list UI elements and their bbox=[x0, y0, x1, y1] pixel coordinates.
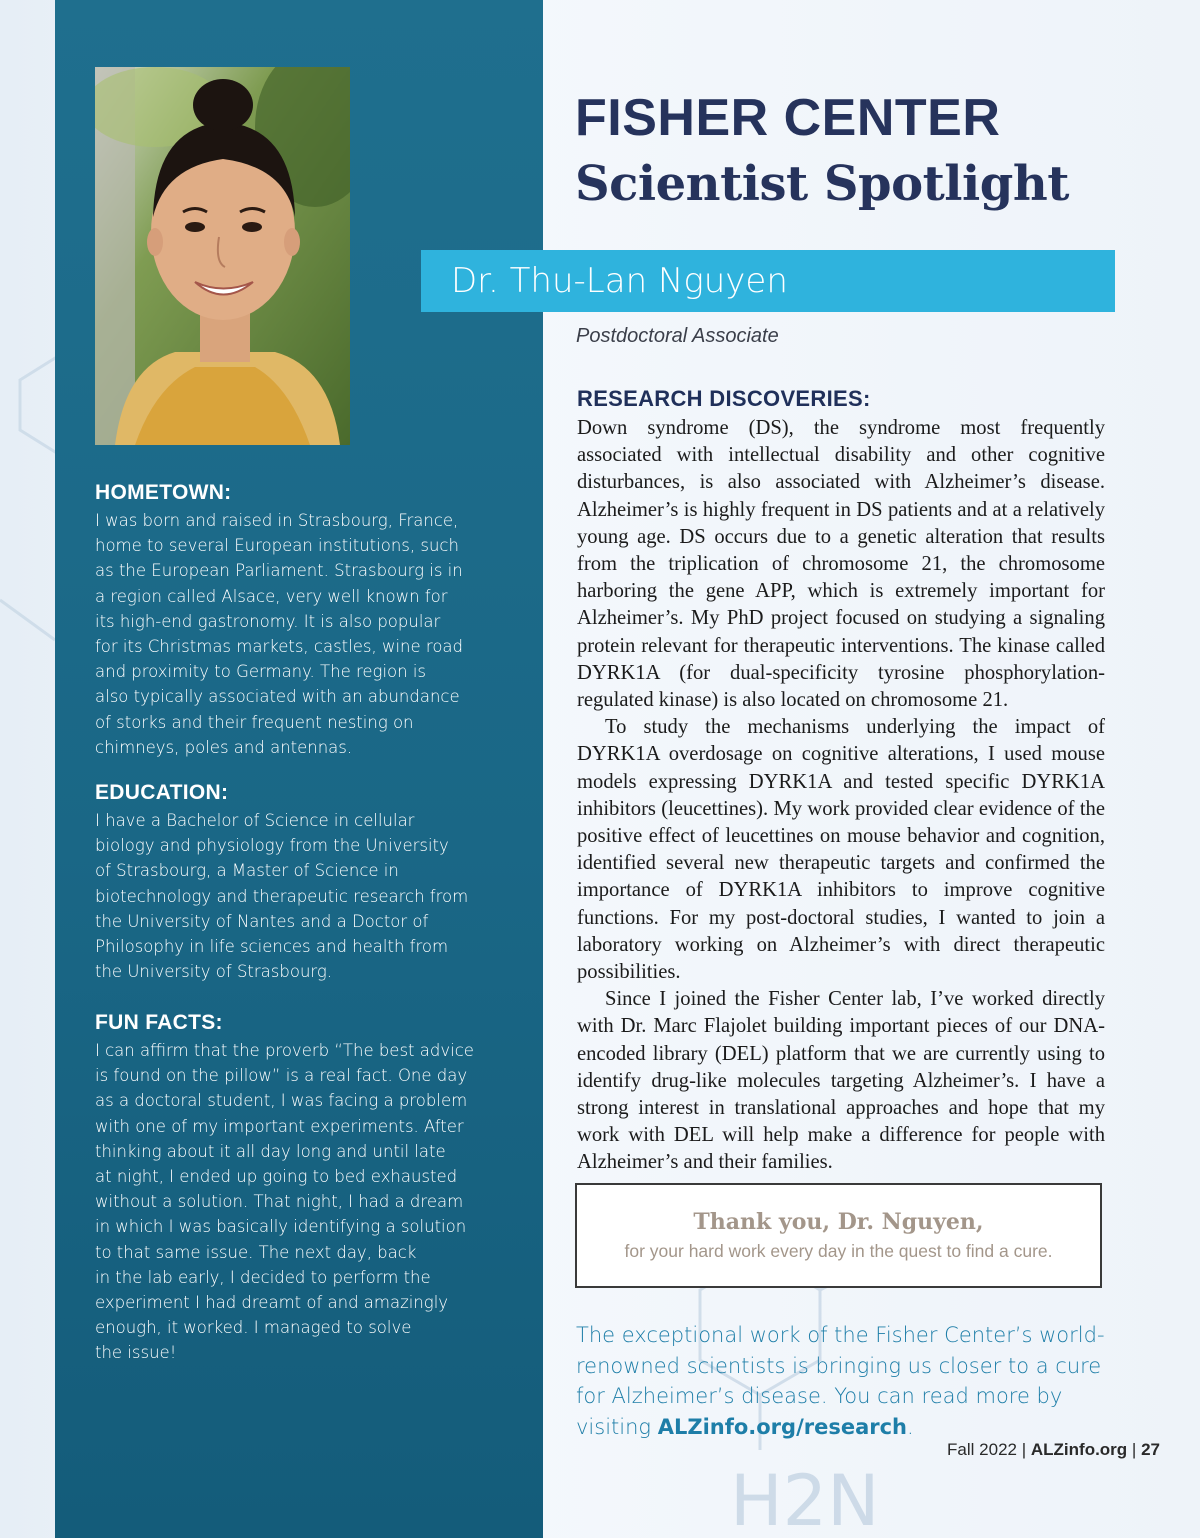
fun-facts-body: I can affirm that the proverb “The best advice is found on the pillow” is a real fact. One day as a doctoral student, I was facing a problem with one of my important experiments. After thinking about it all day long and until late at night, I ended up going to bed exhausted without a solution. That night, I had a dream in which I was basically identifying a solution to that same issue. The next day, back in the lab early, I decided to perform the experiment I had dreamt of and amazingly enough, it worked. I managed to solve the issue! bbox=[95, 1041, 474, 1363]
page-number: 27 bbox=[1141, 1440, 1160, 1459]
research-heading: RESEARCH DISCOVERIES: bbox=[577, 386, 871, 411]
education-heading: EDUCATION: bbox=[95, 781, 229, 804]
footer-site-link[interactable]: ALZinfo.org bbox=[1030, 1440, 1128, 1459]
thank-you-title: Thank you, Dr. Nguyen, bbox=[693, 1209, 984, 1235]
page-title: FISHER CENTER bbox=[575, 89, 1001, 147]
research-paragraph: Since I joined the Fisher Center lab, I’ve worked directly with Dr. Marc Flajolet building important pieces of our DNA-encoded library (DEL) platform that we are currently using to identify drug-like molecules targeting Alzheimer’s. I have a strong interest in translational approaches and hope that my work with DEL will help make a difference for people with Alzheimer’s and their families. bbox=[577, 988, 1105, 1174]
thank-you-box bbox=[575, 1183, 1102, 1288]
research-body bbox=[577, 415, 1105, 1177]
fun-facts-heading: FUN FACTS: bbox=[95, 1011, 223, 1034]
research-paragraph: To study the mechanisms underlying the impact of DYRK1A overdosage on cognitive alterations, I used mouse models expressing DYRK1A and tested specific DYRK1A inhibitors (leucettines). My work provided clear evidence of the positive effect of leucettines on mouse behavior and cognition, identified several new therapeutic targets and confirmed the importance of DYRK1A inhibitors to improve cognitive functions. For my post-doctoral studies, I wanted to join a laboratory working on Alzheimer’s with direct therapeutic possibilities. bbox=[577, 716, 1105, 984]
footer-separator: | bbox=[1021, 1440, 1027, 1459]
research-paragraph: Down syndrome (DS), the syndrome most frequently associated with intellectual disability and other cognitive disturbances, is also associated with Alzheimer’s disease. Alzheimer’s is highly frequent in DS patients and at a relatively young age. DS occurs due to a genetic alteration that results from the triplication of chromosome 21, the chromosome harboring the gene APP, which is extremely important for Alzheimer’s. My PhD project focused on studying a signaling protein relevant for therapeutic interventions. The kinase called DYRK1A (for dual-specificity tyrosine phosphorylation-regulated kinase) is also located on chromosome 21. bbox=[577, 417, 1105, 712]
scientist-name-banner: Dr. Thu-Lan Nguyen bbox=[421, 250, 1115, 312]
thank-you-subtitle: for your hard work every day in the quest to find a cure. bbox=[624, 1241, 1053, 1261]
closing-period: . bbox=[907, 1414, 914, 1439]
education-body: I have a Bachelor of Science in cellular biology and physiology from the University of Strasbourg, a Master of Science in biotechnology and therapeutic research from the University of Nantes and a Doctor of Philosophy in life sciences and health from the University of Strasbourg. bbox=[95, 811, 469, 982]
page-footer bbox=[947, 1440, 1160, 1460]
hometown-section bbox=[95, 480, 515, 760]
page-subtitle: Scientist Spotlight bbox=[575, 156, 1069, 212]
issue-label: Fall 2022 bbox=[947, 1440, 1017, 1459]
footer-separator: | bbox=[1131, 1440, 1137, 1459]
closing-statement bbox=[576, 1320, 1116, 1442]
scientist-role: Postdoctoral Associate bbox=[576, 325, 779, 347]
education-section bbox=[95, 780, 515, 984]
hometown-body: I was born and raised in Strasbourg, France, home to several European institutions, such as the European Parliament. Strasbourg is in a region called Alsace, very well known for its high-end gastronomy. It is also popular for its Christmas markets, castles, wine road and proximity to Germany. The region is also typically associated with an abundance of storks and their frequent nesting on chimneys, poles and antennas. bbox=[95, 511, 464, 757]
portrait-photo bbox=[95, 67, 350, 445]
research-link[interactable]: ALZinfo.org/research bbox=[657, 1414, 908, 1439]
hometown-heading: HOMETOWN: bbox=[95, 481, 232, 504]
fun-facts-section bbox=[95, 1010, 515, 1366]
background-formula: H2N bbox=[730, 1460, 880, 1538]
closing-text: The exceptional work of the Fisher Center’s world-renowned scientists is bringing us closer to a cure for Alzheimer’s disease. You can read more by visiting bbox=[576, 1323, 1105, 1439]
